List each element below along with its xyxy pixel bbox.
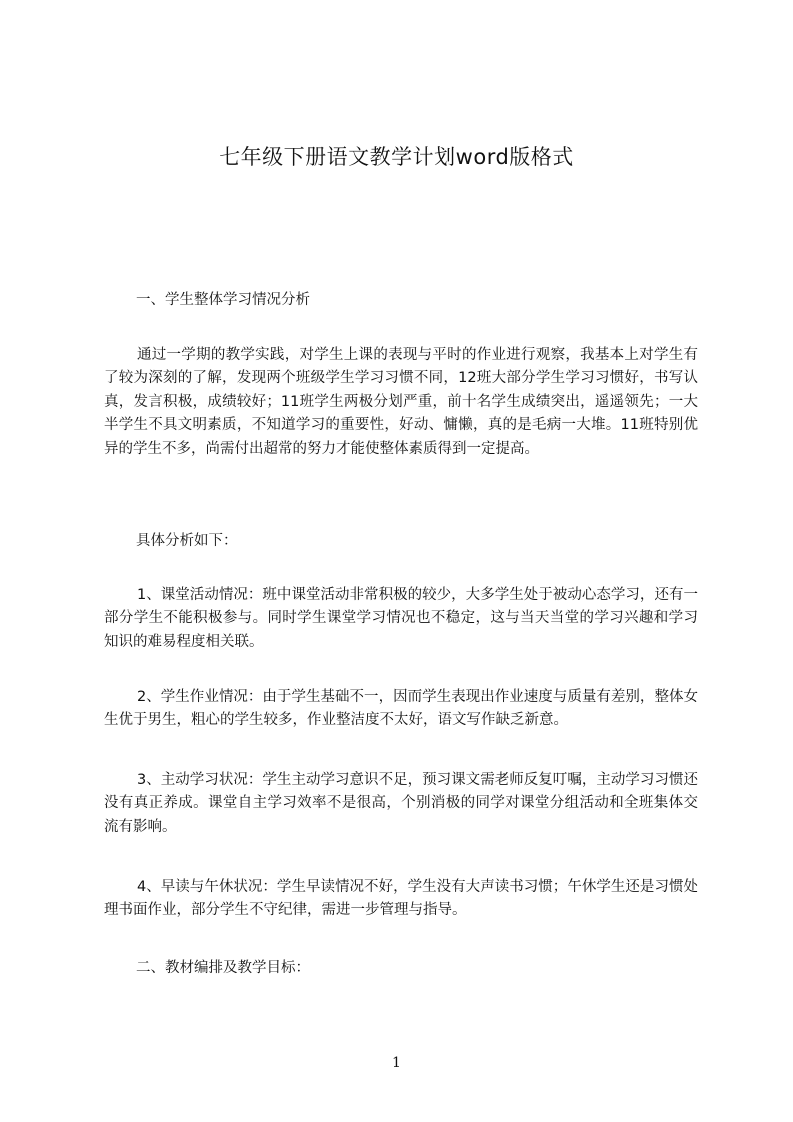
item-homework: 2、学生作业情况：由于学生基础不一，因而学生表现出作业速度与质量有差别，整体女生优于男生，粗心的学生较多，作业整洁度不太好，语文写作缺乏新意。 (104, 689, 698, 729)
section-heading-student-analysis: 一、学生整体学习情况分析 (136, 292, 310, 308)
item-morning-reading-noon-rest: 4、早读与午休状况：学生早读情况不好，学生没有大声读书习惯；午休学生还是习惯处理书面作业，部分学生不守纪律，需进一步管理与指导。 (104, 879, 698, 919)
analysis-subheading: 具体分析如下： (136, 533, 238, 549)
page-number: 1 (392, 1055, 401, 1071)
item-active-learning: 3、主动学习状况：学生主动学习意识不足，预习课文需老师反复叮嘱，主动学习习惯还没有真正养成。课堂自主学习效率不是很高，个别消极的同学对课堂分组活动和全班集体交流有影响。 (104, 772, 698, 835)
document-title: 七年级下册语文教学计划word版格式 (219, 145, 574, 169)
item-classroom-activity: 1、课堂活动情况：班中课堂活动非常积极的较少，大多学生处于被动心态学习，还有一部分学生不能积极参与。同时学生课堂学习情况也不稳定，这与当天当堂的学习兴趣和学习知识的难易程度相关联。 (104, 587, 698, 650)
section-heading-textbook-goals: 二、教材编排及教学目标： (136, 960, 310, 976)
intro-paragraph: 通过一学期的教学实践，对学生上课的表现与平时的作业进行观察，我基本上对学生有了较为深刻的了解，发现两个班级学生学习习惯不同，12班大部分学生学习习惯好，书写认真，发言积极，成绩较好；11班学生两极分划严重，前十名学生成绩突出，遥遥领先；一大半学生不具文明素质，不知道学习的重要性，好动、慵懒，真的是毛病一大堆。11班特别优异的学生不多，尚需付出超常的努力才能使整体素质得到一定提高。 (104, 347, 698, 457)
